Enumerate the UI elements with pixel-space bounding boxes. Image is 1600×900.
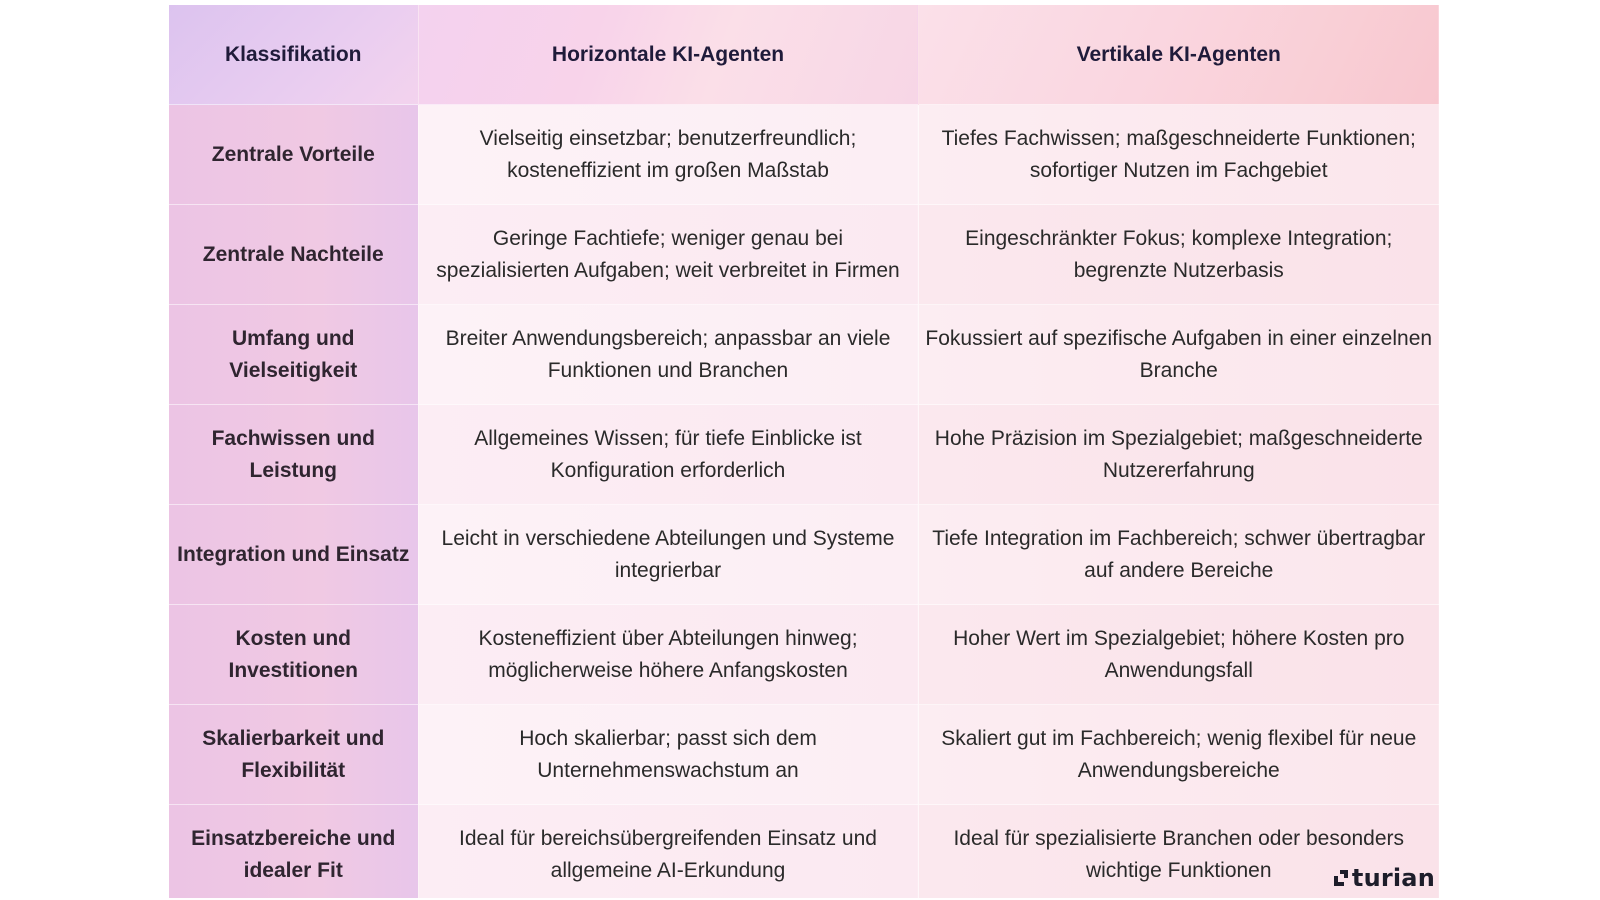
- vertical-cell: Skaliert gut im Fachbereich; wenig flexibel für neue Anwendungsbereiche: [918, 705, 1439, 805]
- table-header: [169, 5, 1439, 105]
- table-body: [169, 105, 1439, 899]
- row-label: Einsatzbereiche und idealer Fit: [169, 805, 418, 899]
- row-label: Zentrale Nachteile: [169, 205, 418, 305]
- row-label: Fachwissen und Leistung: [169, 405, 418, 505]
- table-row: [169, 205, 1439, 305]
- table-row: [169, 105, 1439, 205]
- vertical-cell: Tiefes Fachwissen; maßgeschneiderte Funktionen; sofortiger Nutzen im Fachgebiet: [918, 105, 1439, 205]
- horizontal-cell: Geringe Fachtiefe; weniger genau bei spezialisierten Aufgaben; weit verbreitet in Firmen: [418, 205, 918, 305]
- horizontal-cell: Vielseitig einsetzbar; benutzerfreundlich; kosteneffizient im großen Maßstab: [418, 105, 918, 205]
- table-row: [169, 605, 1439, 705]
- horizontal-cell: Hoch skalierbar; passt sich dem Unternehmenswachstum an: [418, 705, 918, 805]
- vertical-cell: Fokussiert auf spezifische Aufgaben in einer einzelnen Branche: [918, 305, 1439, 405]
- horizontal-cell: Ideal für bereichsübergreifenden Einsatz und allgemeine AI-Erkundung: [418, 805, 918, 899]
- turian-logo: [1334, 864, 1435, 892]
- row-label: Kosten und Investitionen: [169, 605, 418, 705]
- vertical-cell: Hoher Wert im Spezialgebiet; höhere Kosten pro Anwendungsfall: [918, 605, 1439, 705]
- table-row: [169, 705, 1439, 805]
- horizontal-cell: Kosteneffizient über Abteilungen hinweg; möglicherweise höhere Anfangskosten: [418, 605, 918, 705]
- comparison-table-container: [169, 5, 1439, 898]
- header-classification: Klassifikation: [169, 5, 418, 105]
- logo-text: turian: [1351, 864, 1435, 892]
- vertical-cell: Eingeschränkter Fokus; komplexe Integration; begrenzte Nutzerbasis: [918, 205, 1439, 305]
- horizontal-cell: Breiter Anwendungsbereich; anpassbar an viele Funktionen und Branchen: [418, 305, 918, 405]
- table-row: [169, 505, 1439, 605]
- comparison-table: [169, 5, 1439, 898]
- vertical-cell: Hohe Präzision im Spezialgebiet; maßgeschneiderte Nutzererfahrung: [918, 405, 1439, 505]
- table-row: [169, 305, 1439, 405]
- header-horizontal-agents: Horizontale KI-Agenten: [418, 5, 918, 105]
- horizontal-cell: Leicht in verschiedene Abteilungen und Systeme integrierbar: [418, 505, 918, 605]
- turian-logo-icon: [1334, 870, 1348, 886]
- vertical-cell: Tiefe Integration im Fachbereich; schwer übertragbar auf andere Bereiche: [918, 505, 1439, 605]
- vertical-cell: Ideal für spezialisierte Branchen oder besonders wichtige Funktionen: [918, 805, 1439, 899]
- horizontal-cell: Allgemeines Wissen; für tiefe Einblicke ist Konfiguration erforderlich: [418, 405, 918, 505]
- row-label: Skalierbarkeit und Flexibilität: [169, 705, 418, 805]
- table-row: [169, 405, 1439, 505]
- header-row: [169, 5, 1439, 105]
- row-label: Integration und Einsatz: [169, 505, 418, 605]
- table-row: [169, 805, 1439, 899]
- row-label: Umfang und Vielseitigkeit: [169, 305, 418, 405]
- row-label: Zentrale Vorteile: [169, 105, 418, 205]
- header-vertical-agents: Vertikale KI-Agenten: [918, 5, 1439, 105]
